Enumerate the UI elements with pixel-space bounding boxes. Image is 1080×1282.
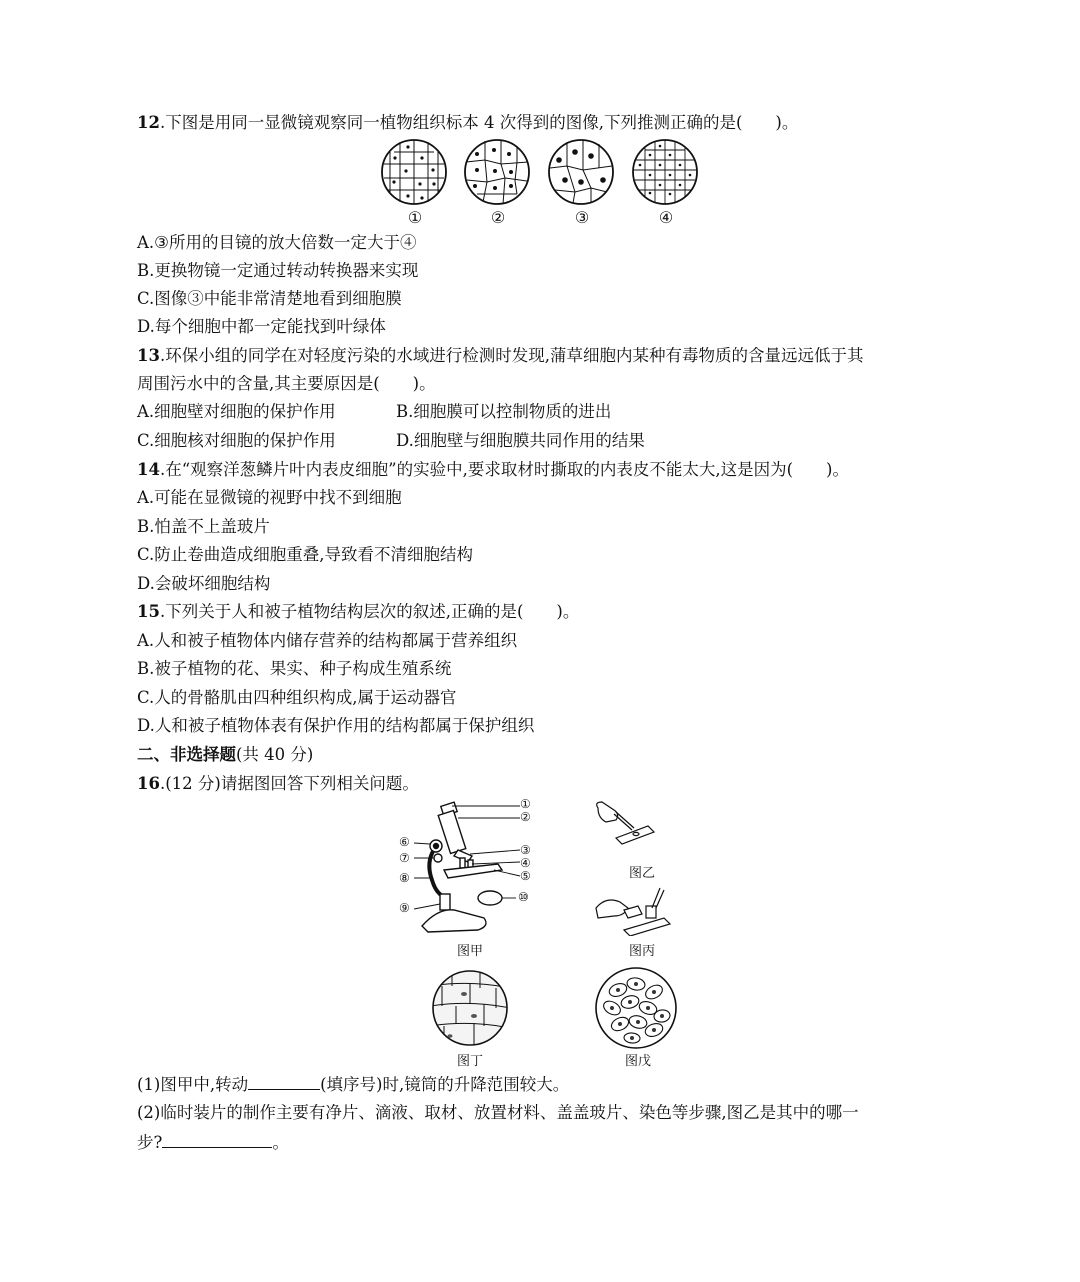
q12-option-d: D.每个细胞中都一定能找到叶绿体 (137, 317, 386, 336)
q13-option-d: D.细胞壁与细胞膜共同作用的结果 (396, 431, 645, 450)
microscope-label-8: ⑧ (399, 871, 410, 885)
q12-stem (137, 112, 798, 134)
field-2 (465, 140, 529, 204)
figure-ding-illustration (430, 968, 510, 1048)
caption-yi: 图乙 (628, 866, 655, 881)
microscope-label-1: ① (520, 797, 531, 811)
q12-stem-text: .下图是用同一显微镜观察同一植物组织标本 4 次得到的图像,下列推测正确的是( )。 (159, 113, 799, 132)
microscope-label-2: ② (520, 810, 531, 824)
field-4 (633, 140, 697, 204)
field-3 (549, 140, 613, 204)
q13-option-a: A.细胞壁对细胞的保护作用 (137, 402, 336, 421)
q12-option-c: C.图像③中能非常清楚地看到细胞膜 (137, 289, 402, 308)
microscope-label-6: ⑥ (399, 835, 410, 849)
q14-stem (137, 459, 849, 481)
q12-number: 12 (137, 113, 160, 132)
microscope-label-5: ⑤ (520, 869, 531, 883)
figure-yi-illustration (592, 800, 672, 850)
q16-sub1-answer-blank[interactable] (248, 1073, 320, 1090)
q16-stem-text: .(12 分)请据图回答下列相关问题。 (159, 774, 419, 793)
q16-sub2-pre: 步? (137, 1133, 163, 1152)
q13-stem-line1 (137, 345, 863, 367)
q15-option-a: A.人和被子植物体内储存营养的结构都属于营养组织 (137, 631, 518, 650)
q12-option-b: B.更换物镜一定通过转动转换器来实现 (137, 261, 419, 280)
microscope-label-9: ⑨ (399, 901, 410, 915)
q16-stem (137, 773, 419, 795)
figure-wu-illustration (592, 964, 680, 1052)
caption-wu: 图戊 (624, 1054, 651, 1069)
q13-option-b: B.细胞膜可以控制物质的进出 (396, 402, 612, 421)
q12-fig-label-2: ② (490, 208, 506, 227)
q13-option-c: C.细胞核对细胞的保护作用 (137, 431, 336, 450)
section2-title: 二、非选择题 (137, 745, 236, 764)
q16-sub2-line2 (137, 1131, 289, 1154)
caption-bing: 图丙 (628, 944, 655, 959)
q14-option-b: B.怕盖不上盖玻片 (137, 517, 270, 536)
q15-option-d: D.人和被子植物体表有保护作用的结构都属于保护组织 (137, 716, 535, 735)
q16-sub2-answer-blank[interactable] (162, 1131, 272, 1148)
caption-jia: 图甲 (456, 944, 483, 959)
q15-number: 15 (137, 602, 160, 621)
microscope-label-3: ③ (520, 843, 531, 857)
figure-bing-illustration (594, 886, 678, 936)
q12-fig-label-3: ③ (574, 208, 590, 227)
microscope-label-10: ⑩ (518, 890, 529, 904)
q15-option-b: B.被子植物的花、果实、种子构成生殖系统 (137, 659, 452, 678)
q16-sub2-post: 。 (272, 1133, 289, 1152)
q16-number: 16 (137, 774, 160, 793)
section2-score: (共 40 分) (236, 745, 314, 764)
microscope-label-4: ④ (520, 856, 531, 870)
q13-stem-text1: .环保小组的同学在对轻度污染的水域进行检测时发现,蒲草细胞内某种有毒物质的含量远远低于其 (159, 346, 864, 365)
q15-option-c: C.人的骨骼肌由四种组织构成,属于运动器官 (137, 688, 457, 707)
q12-option-a: A.③所用的目镜的放大倍数一定大于④ (137, 233, 417, 252)
field-1 (382, 140, 446, 204)
q15-stem (137, 601, 579, 623)
q16-sub2-line1: (2)临时装片的制作主要有净片、滴液、取材、放置材料、盖盖玻片、染色等步骤,图乙是其中的哪一 (137, 1103, 859, 1122)
q12-fig-label-4: ④ (658, 208, 674, 227)
q14-number: 14 (137, 460, 160, 479)
microscope-label-7: ⑦ (399, 851, 410, 865)
q16-sub1-post: (填序号)时,镜筒的升降范围较大。 (320, 1075, 570, 1094)
caption-ding: 图丁 (456, 1054, 483, 1069)
q16-sub1 (137, 1073, 569, 1096)
q14-option-c: C.防止卷曲造成细胞重叠,导致看不清细胞结构 (137, 545, 474, 564)
section2-heading (137, 744, 313, 766)
q14-option-a: A.可能在显微镜的视野中找不到细胞 (137, 488, 402, 507)
q12-fig-label-1: ① (407, 208, 423, 227)
q15-stem-text: .下列关于人和被子植物结构层次的叙述,正确的是( )。 (159, 602, 580, 621)
q13-stem-line2: 周围污水中的含量,其主要原因是( )。 (137, 374, 436, 393)
q16-sub1-pre: (1)图甲中,转动 (137, 1075, 249, 1094)
q14-option-d: D.会破坏细胞结构 (137, 574, 271, 593)
q14-stem-text: .在“观察洋葱鳞片叶内表皮细胞”的实验中,要求取材时撕取的内表皮不能太大,这是因为( )。 (159, 460, 849, 479)
q13-number: 13 (137, 346, 160, 365)
q12-microscope-fields (378, 138, 708, 210)
